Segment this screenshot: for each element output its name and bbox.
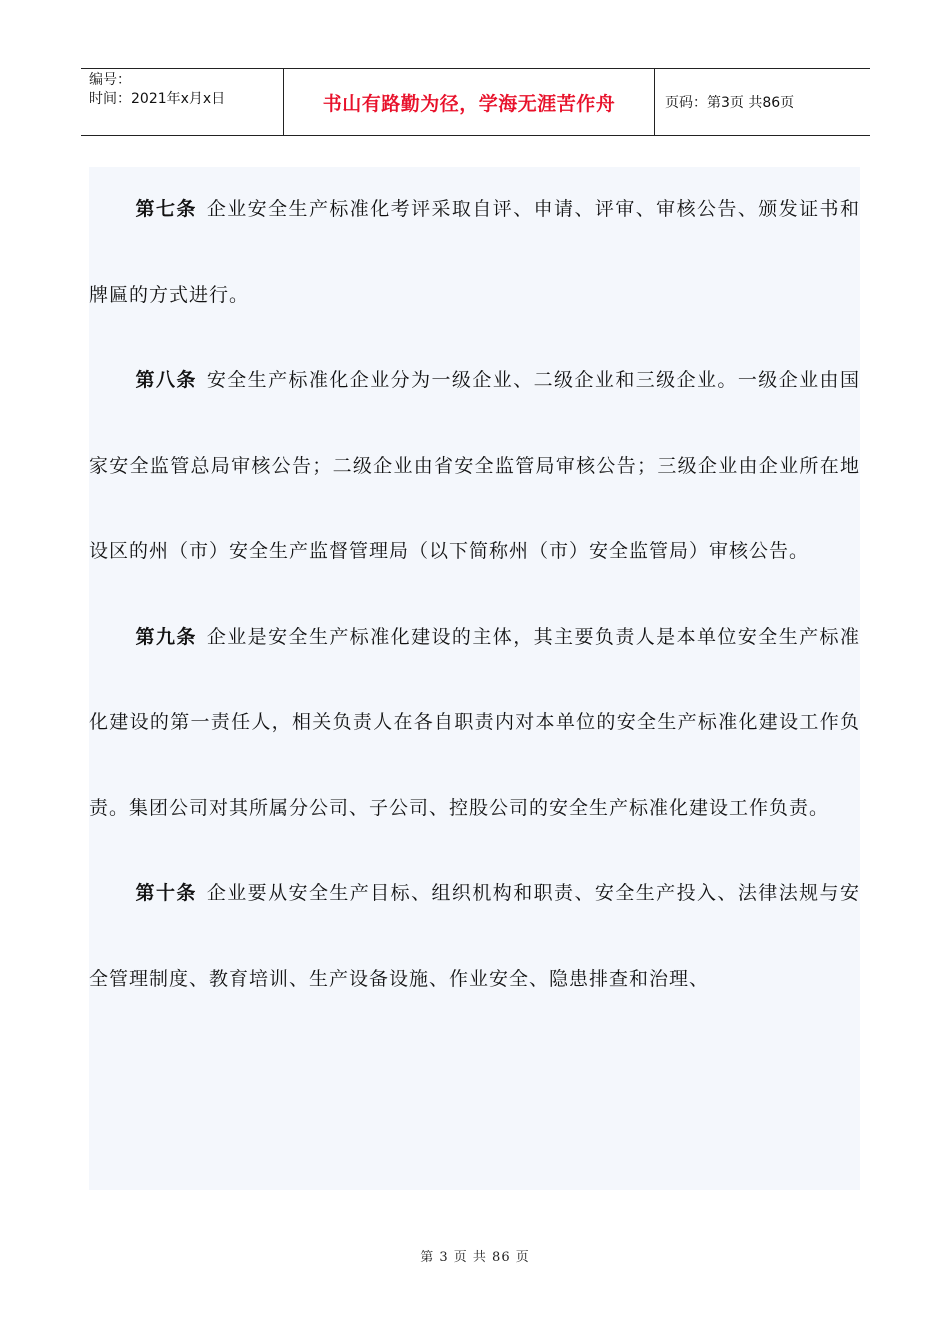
header-motto-cell xyxy=(283,69,655,135)
page-header xyxy=(81,68,870,136)
article-text: 企业是安全生产标准化建设的主体，其主要负责人是本单位安全生产标准化建设的第一责任人，相关负责人在各自职责内对本单位的安全生产标准化建设工作负责。集团公司对其所属分公司、子公司、控股公司的安全生产标准化建设工作负责。 xyxy=(89,625,860,819)
article-10 xyxy=(89,851,860,1022)
article-text: 企业要从安全生产目标、组织机构和职责、安全生产投入、法律法规与安全管理制度、教育培训、生产设备设施、作业安全、隐患排查和治理、 xyxy=(89,882,860,990)
article-text: 安全生产标准化企业分为一级企业、二级企业和三级企业。一级企业由国家安全监管总局审核公告；二级企业由省安全监管局审核公告；三级企业由企业所在地设区的州（市）安全生产监督管理局（以下简称州（市）安全监管局）审核公告。 xyxy=(89,369,860,562)
article-9 xyxy=(89,595,860,852)
article-text: 企业安全生产标准化考评采取自评、申请、评审、审核公告、颁发证书和牌匾的方式进行。 xyxy=(89,198,860,306)
article-8 xyxy=(89,338,860,595)
page-footer xyxy=(0,1246,950,1265)
article-title: 第七条 xyxy=(135,198,197,220)
document-time-label: 时间：2021年x月x日 xyxy=(89,91,226,107)
document-number-label: 编号： xyxy=(89,72,131,88)
footer-page-number: 第 3 页 共 86 页 xyxy=(420,1250,530,1265)
header-page-info: 页码：第3页 共86页 xyxy=(665,95,795,111)
header-meta xyxy=(81,69,283,135)
article-title: 第九条 xyxy=(135,625,197,648)
article-title: 第十条 xyxy=(135,882,197,904)
article-7 xyxy=(89,167,860,338)
article-title: 第八条 xyxy=(135,369,197,391)
header-motto: 书山有路勤为径，学海无涯苦作舟 xyxy=(322,92,616,115)
document-body xyxy=(89,167,860,1190)
header-page-info-cell xyxy=(655,69,870,135)
